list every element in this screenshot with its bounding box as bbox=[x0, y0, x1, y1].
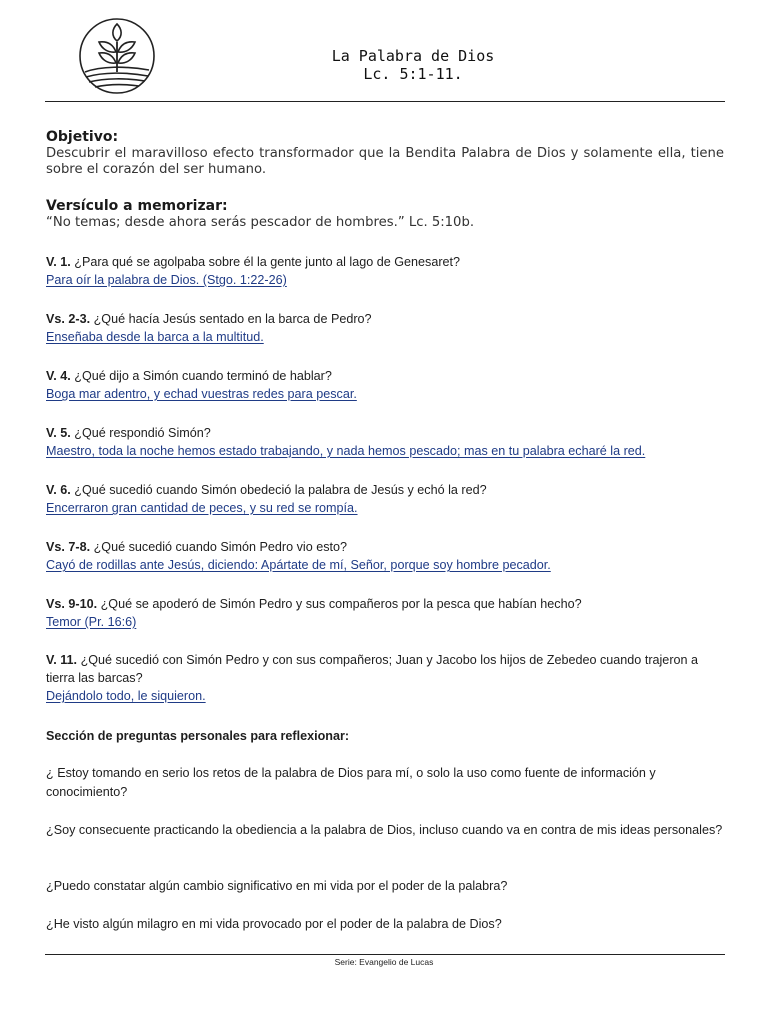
document-title-block bbox=[230, 47, 596, 83]
reflection-question: ¿Soy consecuente practicando la obediencia a la palabra de Dios, incluso cuando va en contra de mis ideas personales? bbox=[46, 823, 723, 837]
question-text: ¿Qué se apoderó de Simón Pedro y sus compañeros por la pesca que habían hecho? bbox=[100, 597, 582, 611]
question-text: ¿Qué sucedió cuando Simón obedeció la palabra de Jesús y echó la red? bbox=[74, 483, 487, 497]
verse-ref: Vs. 7-8. bbox=[46, 540, 91, 554]
answer-text: Boga mar adentro, y echad vuestras redes para pescar. bbox=[46, 387, 357, 401]
verse-ref: V. 5. bbox=[46, 426, 71, 440]
question-text: ¿Para qué se agolpaba sobre él la gente junto al lago de Genesaret? bbox=[74, 255, 461, 269]
question-block bbox=[46, 253, 722, 289]
question-block bbox=[46, 310, 722, 346]
verse-ref: V. 11. bbox=[46, 653, 78, 667]
memory-verse-heading: Versículo a memorizar: bbox=[46, 198, 228, 214]
reflection-question: ¿ Estoy tomando en serio los retos de la palabra de Dios para mí, o solo la uso como fuente de información y conocimiento? bbox=[46, 766, 656, 799]
question-block bbox=[46, 651, 722, 705]
question-text: ¿Qué respondió Simón? bbox=[74, 426, 211, 440]
answer-text: Encerraron gran cantidad de peces, y su red se rompía. bbox=[46, 501, 358, 515]
question-text: ¿Qué sucedió con Simón Pedro y con sus compañeros; Juan y Jacobo los hijos de Zebedeo cuando trajeron a tierra las barcas? bbox=[46, 653, 699, 685]
objective-section bbox=[46, 129, 724, 178]
question-block bbox=[46, 367, 722, 403]
header-divider bbox=[45, 101, 725, 102]
reflection-question: ¿Puedo constatar algún cambio significativo en mi vida por el poder de la palabra? bbox=[46, 879, 508, 893]
plant-logo-icon bbox=[77, 16, 157, 96]
answer-text: Cayó de rodillas ante Jesús, diciendo: Apártate de mí, Señor, porque soy hombre pecador. bbox=[46, 558, 551, 572]
footer-divider bbox=[45, 954, 725, 955]
reflection-question: ¿He visto algún milagro en mi vida provocado por el poder de la palabra de Dios? bbox=[46, 917, 502, 931]
question-text: ¿Qué hacía Jesús sentado en la barca de Pedro? bbox=[93, 312, 372, 326]
objective-heading: Objetivo: bbox=[46, 129, 119, 145]
answer-text: Enseñaba desde la barca a la multitud. bbox=[46, 330, 264, 344]
question-block bbox=[46, 538, 722, 574]
question-text: ¿Qué sucedió cuando Simón Pedro vio esto? bbox=[93, 540, 348, 554]
verse-ref: Vs. 9-10. bbox=[46, 597, 98, 611]
reflection-heading: Sección de preguntas personales para reflexionar: bbox=[46, 729, 350, 743]
question-block bbox=[46, 595, 722, 631]
question-text: ¿Qué dijo a Simón cuando terminó de hablar? bbox=[74, 369, 332, 383]
question-block bbox=[46, 424, 722, 460]
verse-ref: Vs. 2-3. bbox=[46, 312, 91, 326]
question-block bbox=[46, 481, 722, 517]
document-title: La Palabra de Dios bbox=[331, 47, 495, 65]
verse-ref: V. 4. bbox=[46, 369, 71, 383]
scripture-reference: Lc. 5:1-11. bbox=[363, 65, 463, 83]
verse-ref: V. 6. bbox=[46, 483, 71, 497]
answer-text: Para oír la palabra de Dios. (Stgo. 1:22-26) bbox=[46, 273, 287, 287]
answer-text: Temor (Pr. 16:6) bbox=[46, 615, 137, 629]
answer-text: Dejándolo todo, le siquieron. bbox=[46, 689, 206, 703]
objective-text: Descubrir el maravilloso efecto transformador que la Bendita Palabra de Dios y solamente ella, tiene sobre el corazón del ser humano. bbox=[46, 146, 724, 177]
memory-verse-section bbox=[46, 198, 724, 231]
memory-verse-text: “No temas; desde ahora serás pescador de hombres.” Lc. 5:10b. bbox=[46, 215, 475, 230]
answer-text: Maestro, toda la noche hemos estado trabajando, y nada hemos pescado; mas en tu palabra echaré la red. bbox=[46, 444, 646, 458]
verse-ref: V. 1. bbox=[46, 255, 71, 269]
series-footer: Serie: Evangelio de Lucas bbox=[334, 957, 434, 967]
